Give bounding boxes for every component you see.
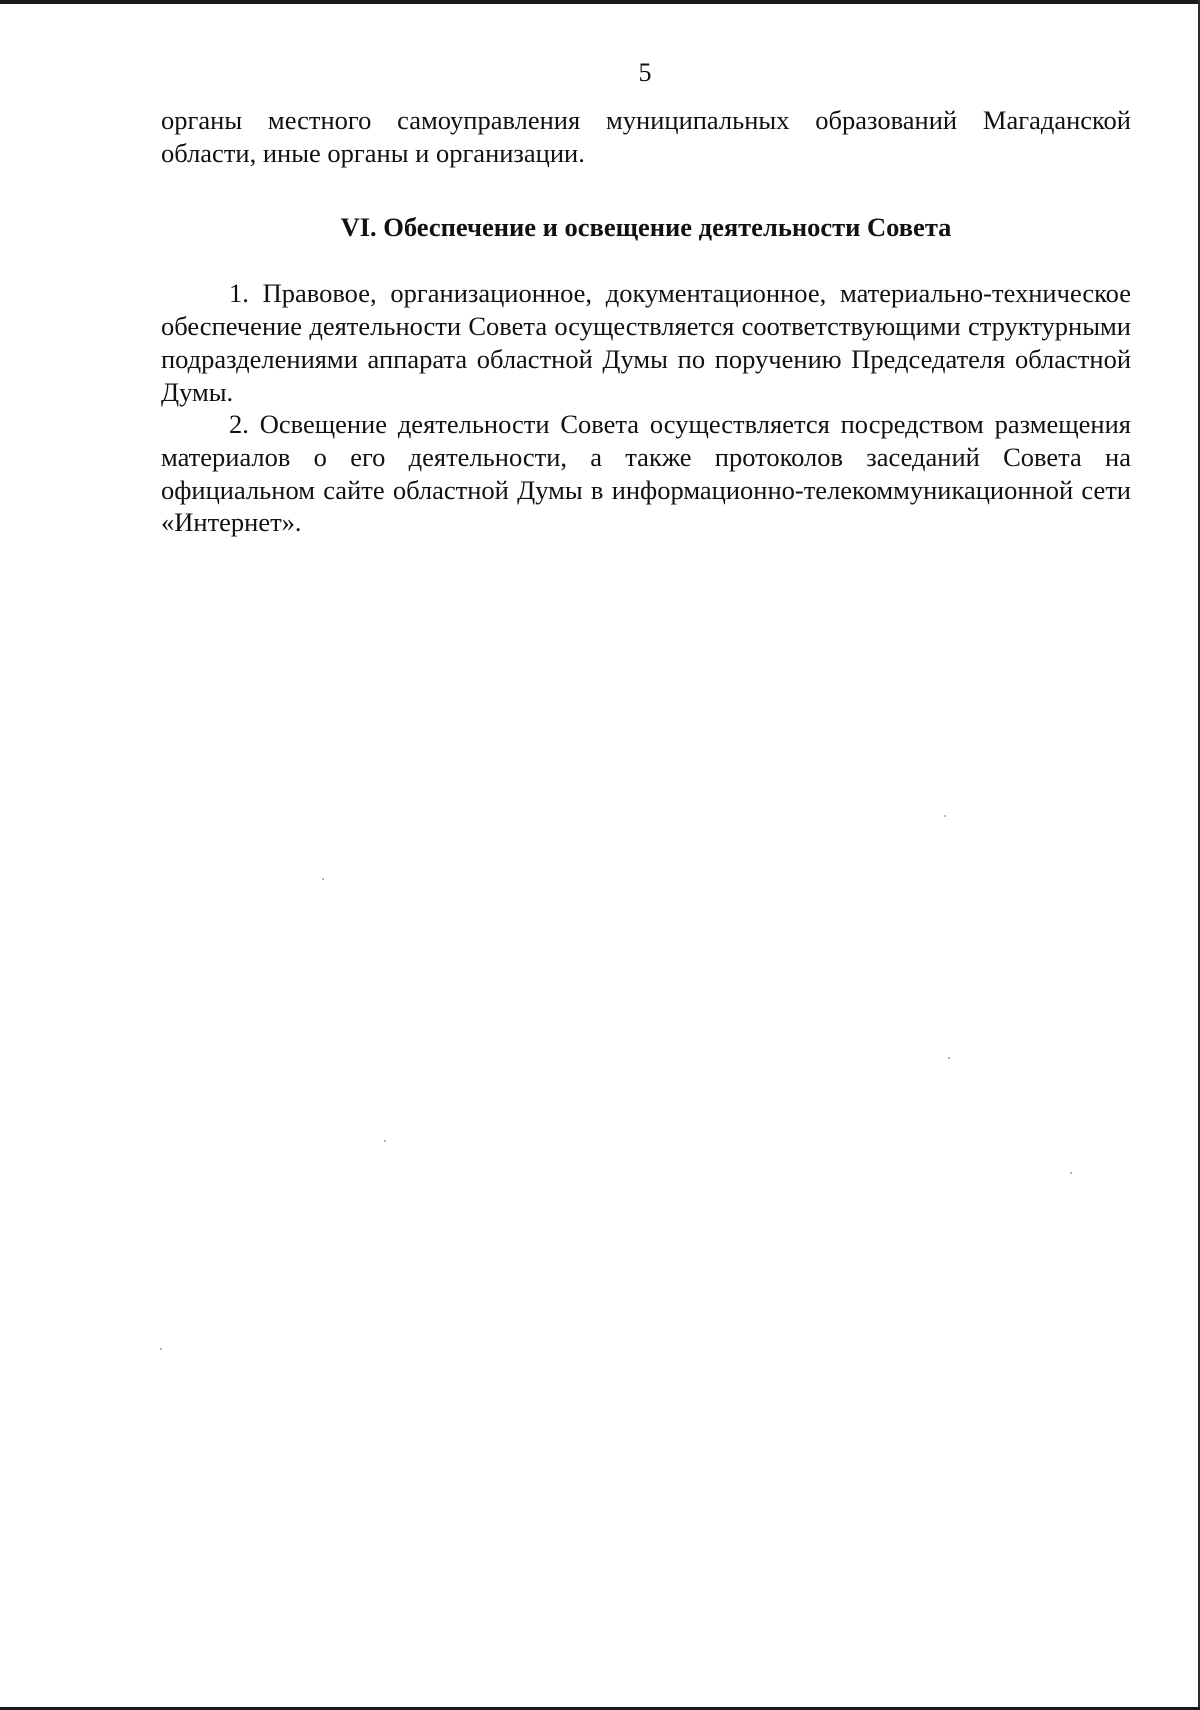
scan-speck	[944, 815, 946, 817]
scan-speck	[1070, 1172, 1072, 1174]
scan-top-edge	[0, 0, 1200, 4]
section-paragraph-2: 2. Освещение деятельности Совета осуществляется посредством размещения материалов о его деятельности, а также протоколов заседаний Совета на официальном сайте областной Думы в информационно-телекоммуникационной сети «Интернет».	[161, 409, 1131, 538]
scan-speck	[322, 878, 324, 880]
scan-speck	[948, 1057, 950, 1059]
scan-speck	[384, 1140, 386, 1142]
page-number: 5	[638, 58, 652, 87]
intro-paragraph: органы местного самоуправления муниципальных образований Магаданской области, иные органы и организации.	[161, 105, 1131, 168]
scan-speck	[160, 1348, 162, 1350]
document-body	[161, 104, 1131, 539]
section-heading: VI. Обеспечение и освещение деятельности Совета	[340, 212, 952, 243]
section-paragraph-1: 1. Правовое, организационное, документационное, материально-техническое обеспечение деятельности Совета осуществляется соответствующими структурными подразделениями аппарата областной Думы по поручению Председателя областной Думы.	[161, 278, 1131, 407]
